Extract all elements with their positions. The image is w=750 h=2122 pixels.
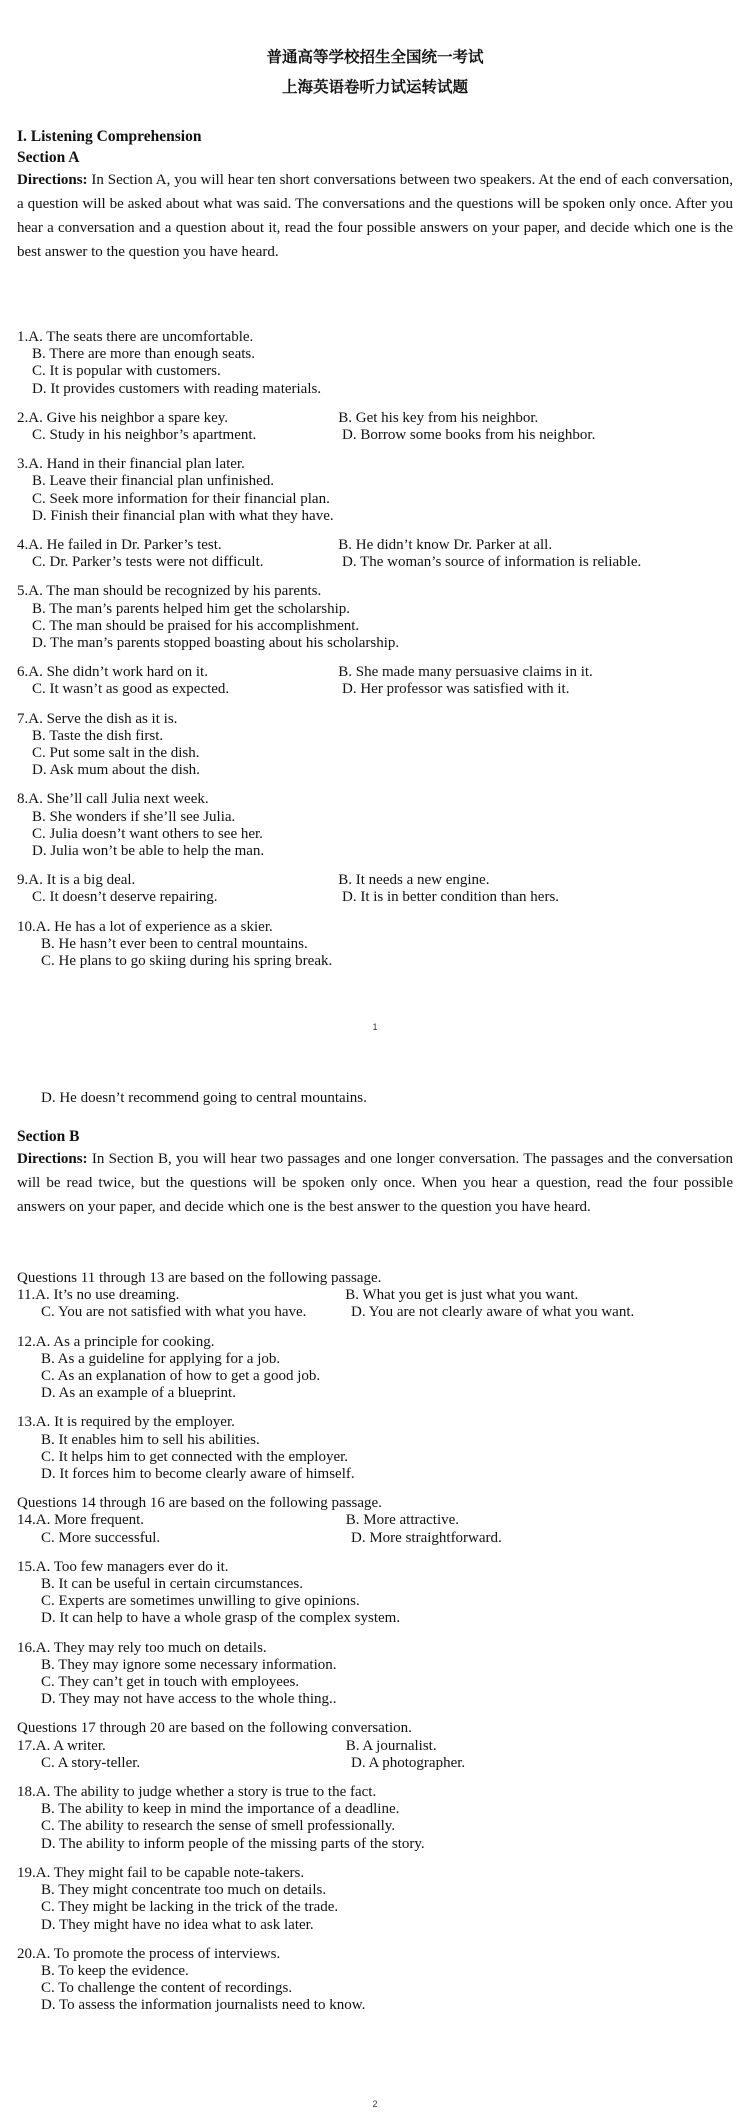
option-b: B. It needs a new engine. <box>338 872 490 889</box>
option-a: A. Hand in their financial plan later. <box>28 456 245 473</box>
option-d: D. The woman’s source of information is reliable. <box>342 554 642 571</box>
directions-text: In Section A, you will hear ten short conversations between two speakers. At the end of each conversation, a question will be asked about what was said. The conversations and the questions will be spoken only once. After you hear a conversation and a question about it, read the four possible answers on your paper, and decide which one is the best answer to the question you have heard. <box>17 172 733 260</box>
section-a <box>17 126 733 264</box>
question-item <box>17 329 733 398</box>
option-b: B. He didn’t know Dr. Parker at all. <box>338 537 553 554</box>
question-item <box>17 583 733 652</box>
section-a-directions <box>17 168 733 264</box>
option-d: D. The ability to inform people of the missing parts of the story. <box>41 1835 425 1852</box>
option-c: C. You are not satisfied with what you have. <box>41 1304 307 1321</box>
title-line-1: 普通高等学校招生全国统一考试 <box>266 48 484 66</box>
option-c: C. To challenge the content of recordings. <box>41 1980 293 1997</box>
question-item <box>17 1559 733 1628</box>
question-number: 15. <box>17 1558 36 1575</box>
section-b <box>17 1126 733 1219</box>
option-a: A. She didn’t work hard on it. <box>28 664 208 681</box>
option-c: C. The ability to research the sense of smell professionally. <box>41 1818 396 1835</box>
option-b: B. They may ignore some necessary information. <box>41 1656 337 1673</box>
section-b-title: Section B <box>17 1128 80 1145</box>
question-number: 19. <box>17 1864 36 1881</box>
question-number: 13. <box>17 1414 36 1431</box>
option-c: C. Put some salt in the dish. <box>32 745 200 762</box>
q10-continuation <box>17 1090 733 1119</box>
option-a: A. It is a big deal. <box>28 872 136 889</box>
option-a: A. The man should be recognized by his parents. <box>28 583 322 600</box>
option-b: B. It can be useful in certain circumstances. <box>41 1576 303 1593</box>
option-b: B. The ability to keep in mind the importance of a deadline. <box>41 1801 400 1818</box>
option-d: D. Ask mum about the dish. <box>32 762 200 779</box>
option-b: B. The man’s parents helped him get the scholarship. <box>32 600 350 617</box>
option-c: C. A story-teller. <box>41 1754 141 1771</box>
question-number: 3. <box>17 456 29 473</box>
option-b: B. They might concentrate too much on details. <box>41 1882 327 1899</box>
option-d: D. Borrow some books from his neighbor. <box>342 427 596 444</box>
question-item <box>17 711 733 780</box>
option-b: B. More attractive. <box>345 1512 460 1529</box>
option-d: D. They may not have access to the whole thing.. <box>41 1691 337 1708</box>
question-number: 9. <box>17 872 29 889</box>
question-item <box>17 1946 733 2015</box>
option-a: A. He has a lot of experience as a skier. <box>35 918 273 935</box>
question-10-option-d: D. He doesn’t recommend going to central mountains. <box>41 1090 367 1106</box>
question-item <box>17 1865 733 1934</box>
option-d: D. You are not clearly aware of what you want. <box>351 1304 635 1321</box>
option-c: C. It helps him to get connected with the employer. <box>41 1448 349 1465</box>
section-a-title: Section A <box>17 149 80 166</box>
question-number: 18. <box>17 1784 36 1801</box>
question-number: 12. <box>17 1333 36 1350</box>
page-number: 2 <box>372 2099 378 2109</box>
option-d: D. More straightforward. <box>351 1529 502 1546</box>
question-group-intro: Questions 17 through 20 are based on the following conversation. <box>17 1720 412 1737</box>
option-a: A. As a principle for cooking. <box>35 1333 215 1350</box>
option-a: A. A writer. <box>35 1737 106 1754</box>
question-number: 16. <box>17 1639 36 1656</box>
option-b: B. It enables him to sell his abilities. <box>41 1431 260 1448</box>
section-a-questions <box>17 329 733 982</box>
option-b: B. There are more than enough seats. <box>32 346 255 363</box>
option-a: A. The ability to judge whether a story is true to the fact. <box>35 1784 377 1801</box>
question-item <box>17 1334 733 1403</box>
option-d: D. To assess the information journalists need to know. <box>41 1997 366 2014</box>
option-a: A. Give his neighbor a spare key. <box>28 409 229 426</box>
option-d: D. Her professor was satisfied with it. <box>342 681 570 698</box>
option-d: D. As an example of a blueprint. <box>41 1385 236 1402</box>
question-number: 6. <box>17 664 29 681</box>
option-d: D. It provides customers with reading materials. <box>32 380 322 397</box>
question-item <box>17 791 733 860</box>
option-d: D. The man’s parents stopped boasting about his scholarship. <box>32 635 400 652</box>
option-c: C. It doesn’t deserve repairing. <box>32 889 218 906</box>
section-b-questions <box>17 1270 733 2027</box>
option-c: C. Experts are sometimes unwilling to give opinions. <box>41 1593 360 1610</box>
directions-text: In Section B, you will hear two passages and one longer conversation. The passages and the conversation will be read twice, but the questions will be spoken only once. When you hear a question, read the four possible answers on your paper, and decide which one is the best answer to the question you have heard. <box>17 1151 733 1215</box>
question-number: 14. <box>17 1512 36 1529</box>
question-number: 10. <box>17 918 36 935</box>
option-a: A. He failed in Dr. Parker’s test. <box>28 537 222 554</box>
question-number: 1. <box>17 329 29 345</box>
option-a: A. Serve the dish as it is. <box>28 710 178 727</box>
option-c: C. They can’t get in touch with employees. <box>41 1674 300 1691</box>
page-number: 1 <box>372 1022 378 1032</box>
section-b-directions <box>17 1147 733 1219</box>
option-c: C. It is popular with customers. <box>32 363 221 380</box>
option-a: A. They may rely too much on details. <box>35 1639 267 1656</box>
question-item <box>17 1738 733 1772</box>
option-c: C. They might be lacking in the trick of the trade. <box>41 1899 339 1916</box>
question-number: 4. <box>17 537 29 554</box>
question-item <box>17 1640 733 1709</box>
question-number: 20. <box>17 1945 36 1962</box>
option-a: A. Too few managers ever do it. <box>35 1558 229 1575</box>
option-d: D. It can help to have a whole grasp of the complex system. <box>41 1610 401 1627</box>
directions-label: Directions: <box>17 1151 88 1167</box>
option-b: B. He hasn’t ever been to central mountains. <box>41 935 308 952</box>
option-d: D. It forces him to become clearly aware of himself. <box>41 1466 355 1483</box>
question-number: 7. <box>17 710 29 727</box>
option-d: D. Julia won’t be able to help the man. <box>32 843 265 860</box>
option-b: B. She wonders if she’ll see Julia. <box>32 808 236 825</box>
option-d: D. A photographer. <box>351 1754 466 1771</box>
option-d: D. It is in better condition than hers. <box>342 889 560 906</box>
option-c: C. Dr. Parker’s tests were not difficult. <box>32 554 264 571</box>
option-a: A. They might fail to be capable note-takers. <box>35 1864 305 1881</box>
question-item <box>17 872 733 906</box>
question-number: 5. <box>17 583 29 600</box>
option-a: A. More frequent. <box>35 1512 145 1529</box>
part-title: I. Listening Comprehension <box>17 128 202 145</box>
question-item <box>17 1414 733 1483</box>
option-c: C. The man should be praised for his accomplishment. <box>32 617 360 634</box>
option-b: B. What you get is just what you want. <box>345 1287 579 1304</box>
option-a: A. The seats there are uncomfortable. <box>28 329 254 345</box>
option-c: C. Study in his neighbor’s apartment. <box>32 427 257 444</box>
exam-page-2 <box>0 1064 750 2122</box>
option-c: C. It wasn’t as good as expected. <box>32 681 230 698</box>
question-item <box>17 456 733 525</box>
exam-title <box>0 42 750 102</box>
option-c: C. Julia doesn’t want others to see her. <box>32 825 263 842</box>
option-b: B. A journalist. <box>345 1737 437 1754</box>
question-item <box>17 1784 733 1853</box>
option-b: B. To keep the evidence. <box>41 1962 189 1979</box>
question-item <box>17 919 733 971</box>
directions-label: Directions: <box>17 172 88 188</box>
question-number: 11. <box>17 1287 36 1304</box>
option-c: C. More successful. <box>41 1529 161 1546</box>
option-a: A. To promote the process of interviews. <box>35 1945 281 1962</box>
option-b: B. As a guideline for applying for a job. <box>41 1350 281 1367</box>
option-a: A. She’ll call Julia next week. <box>28 791 209 808</box>
option-b: B. Get his key from his neighbor. <box>338 409 539 426</box>
option-d: D. Finish their financial plan with what they have. <box>32 507 334 524</box>
question-group-intro: Questions 14 through 16 are based on the following passage. <box>17 1495 382 1512</box>
option-d: D. They might have no idea what to ask later. <box>41 1916 314 1933</box>
title-line-2: 上海英语卷听力试运转试题 <box>281 78 468 96</box>
question-item <box>17 1512 733 1546</box>
option-c: C. He plans to go skiing during his spring break. <box>41 953 333 970</box>
option-c: C. Seek more information for their financial plan. <box>32 490 330 507</box>
option-c: C. As an explanation of how to get a good job. <box>41 1368 321 1385</box>
question-item <box>17 410 733 444</box>
question-item <box>17 537 733 571</box>
option-a: A. It’s no use dreaming. <box>35 1287 180 1304</box>
question-item <box>17 664 733 698</box>
option-b: B. Taste the dish first. <box>32 727 164 744</box>
question-number: 8. <box>17 791 29 808</box>
question-group-intro: Questions 11 through 13 are based on the following passage. <box>17 1270 382 1286</box>
option-b: B. Leave their financial plan unfinished. <box>32 473 274 490</box>
exam-page-1 <box>0 0 750 1058</box>
option-b: B. She made many persuasive claims in it. <box>338 664 593 681</box>
option-a: A. It is required by the employer. <box>35 1414 235 1431</box>
question-number: 2. <box>17 409 29 426</box>
question-number: 17. <box>17 1737 36 1754</box>
question-item <box>17 1287 733 1321</box>
